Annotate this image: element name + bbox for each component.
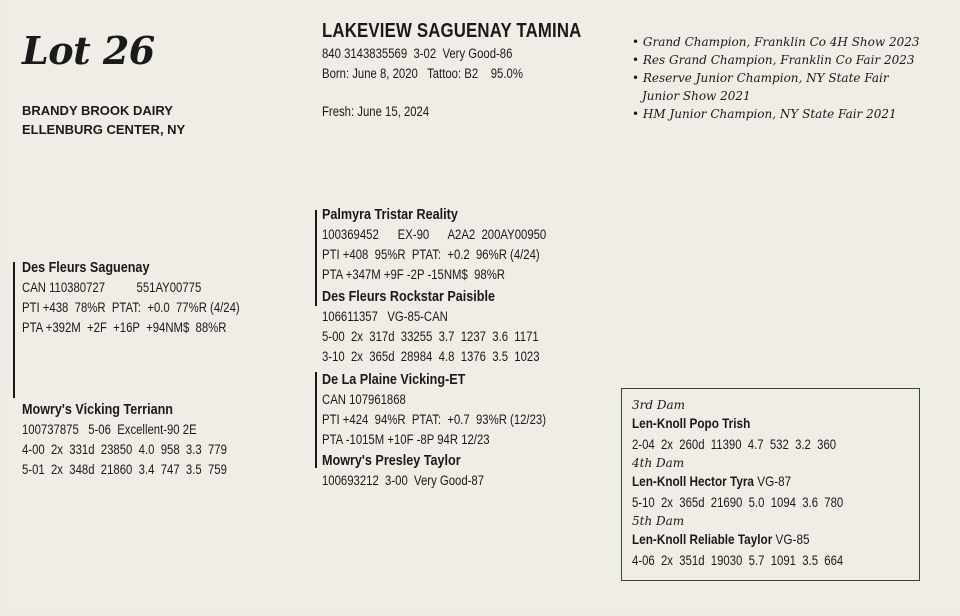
dam-sire-line: PTI +424 94%R PTAT: +0.7 93%R (12/23) xyxy=(322,412,546,427)
award-item: • HM Junior Champion, NY State Fair 2021 xyxy=(632,107,897,121)
sire-line: CAN 110380727 551AY00775 xyxy=(22,280,202,295)
fifth-dam-classification: VG-85 xyxy=(772,531,810,547)
fourth-dam-name: Len-Knoll Hector Tyra xyxy=(632,473,754,489)
awards-list xyxy=(632,33,932,123)
fourth-dam-label: 4th Dam xyxy=(632,456,685,470)
dam-name: Mowry's Vicking Terriann xyxy=(22,401,173,418)
animal-born-line: Born: June 8, 2020 Tattoo: B2 95.0% xyxy=(322,66,523,81)
fourth-dam-classification: VG-87 xyxy=(753,473,792,489)
dam-dam-block xyxy=(322,451,515,491)
dam-line: 100737875 5-06 Excellent-90 2E xyxy=(22,422,197,437)
dam-line: 5-01 2x 348d 21860 3.4 747 3.5 759 xyxy=(22,462,227,477)
pedigree-bracket-left xyxy=(13,262,15,398)
sire-sire-line: PTI +408 95%R PTAT: +0.2 96%R (4/24) xyxy=(322,247,540,262)
sire-dam-line: 5-00 2x 317d 33255 3.7 1237 3.6 1171 xyxy=(322,329,539,344)
award-item: • Res Grand Champion, Franklin Co Fair 2023 xyxy=(632,53,915,67)
sire-dam-line: 106611357 VG-85-CAN xyxy=(322,309,448,324)
animal-name: LAKEVIEW SAGUENAY TAMINA xyxy=(322,20,582,42)
sire-dam-name: Des Fleurs Rockstar Paisible xyxy=(322,288,495,305)
award-item-continuation: Junior Show 2021 xyxy=(642,89,751,103)
sire-dam-line: 3-10 2x 365d 28984 4.8 1376 3.5 1023 xyxy=(322,349,540,364)
sire-sire-name: Palmyra Tristar Reality xyxy=(322,206,458,223)
dam-dam-line: 100693212 3-00 Very Good-87 xyxy=(322,473,485,488)
dam-sire-name: De La Plaine Vicking-ET xyxy=(322,371,466,388)
dam-sire-line: PTA -1015M +10F -8P 94R 12/23 xyxy=(322,432,490,447)
animal-id-line: 840 3143835569 3-02 Very Good-86 xyxy=(322,46,513,61)
animal-details xyxy=(322,44,561,122)
award-item: • Grand Champion, Franklin Co 4H Show 2023 xyxy=(632,35,920,49)
dam-block xyxy=(22,400,266,480)
third-dam-name: Len-Knoll Popo Trish xyxy=(632,415,751,431)
extended-dams-content xyxy=(632,397,883,571)
extended-dams-box xyxy=(621,388,920,581)
sire-sire-block xyxy=(322,205,589,285)
fifth-dam-label: 5th Dam xyxy=(632,514,685,528)
animal-fresh-line: Fresh: June 15, 2024 xyxy=(322,104,430,119)
fifth-dam-record: 4-06 2x 351d 19030 5.7 1091 3.5 664 xyxy=(632,553,844,568)
consignor xyxy=(22,101,185,139)
pedigree-bracket-dam xyxy=(315,372,317,468)
fourth-dam-record: 5-10 2x 365d 21690 5.0 1094 3.6 780 xyxy=(632,495,844,510)
pedigree-bracket-sire xyxy=(315,210,317,306)
dam-sire-block xyxy=(322,370,589,450)
dam-sire-line: CAN 107961868 xyxy=(322,392,406,407)
dam-line: 4-00 2x 331d 23850 4.0 958 3.3 779 xyxy=(22,442,227,457)
sire-sire-line: 100369452 EX-90 A2A2 200AY00950 xyxy=(322,227,547,242)
consignor-location: ELLENBURG CENTER, NY xyxy=(22,122,186,137)
consignor-name: BRANDY BROOK DAIRY xyxy=(22,103,173,118)
dam-dam-name: Mowry's Presley Taylor xyxy=(322,452,461,469)
third-dam-label: 3rd Dam xyxy=(632,398,686,412)
third-dam-record: 2-04 2x 260d 11390 4.7 532 3.2 360 xyxy=(632,437,837,452)
award-item: • Reserve Junior Champion, NY State Fair xyxy=(632,71,889,85)
sire-dam-block xyxy=(322,287,581,367)
sire-name: Des Fleurs Saguenay xyxy=(22,259,150,276)
lot-number: Lot 26 xyxy=(22,28,155,73)
sire-line: PTA +392M +2F +16P +94NM$ 88%R xyxy=(22,320,227,335)
fifth-dam-name: Len-Knoll Reliable Taylor xyxy=(632,531,773,547)
sire-sire-line: PTA +347M +9F -2P -15NM$ 98%R xyxy=(322,267,506,282)
sire-block xyxy=(22,258,281,338)
sire-line: PTI +438 78%R PTAT: +0.0 77%R (4/24) xyxy=(22,300,240,315)
